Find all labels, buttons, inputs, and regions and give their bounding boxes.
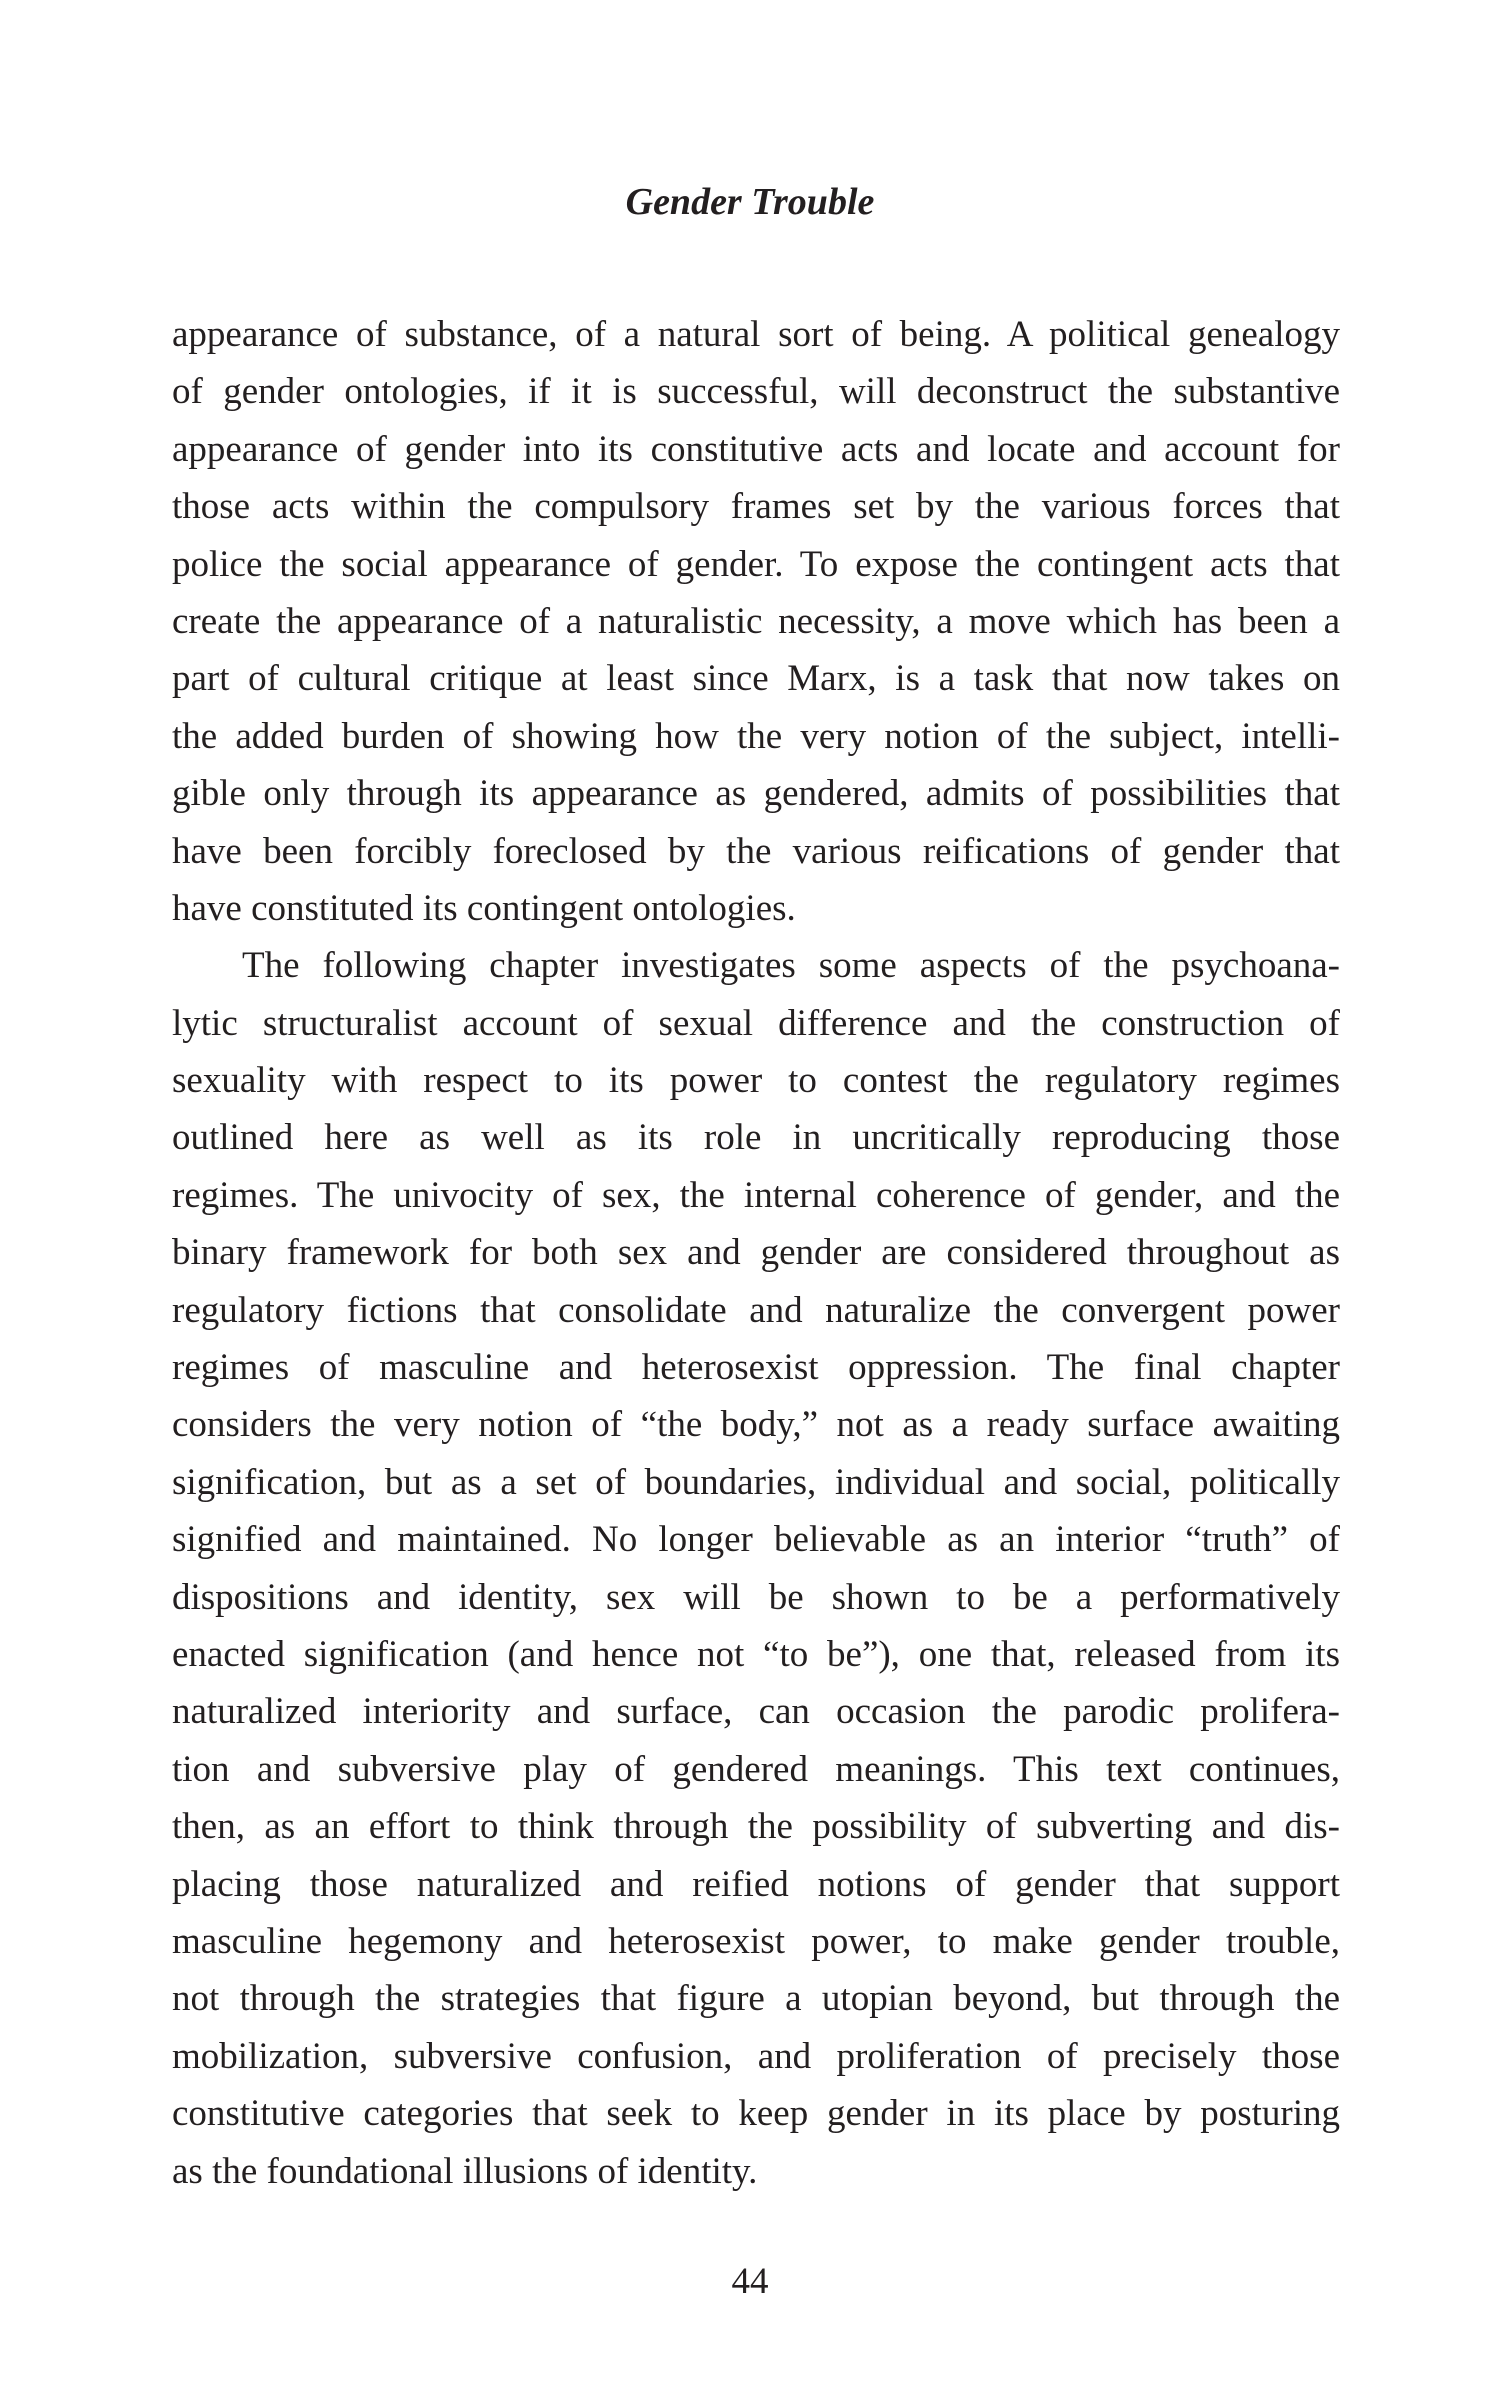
body-text-line: tion and subversive play of gendered meanings. This text continues, bbox=[172, 1748, 1340, 1790]
body-text-line: part of cultural critique at least since Marx, is a task that now takes on bbox=[172, 658, 1340, 700]
body-text-line: placing those naturalized and reified notions of gender that support bbox=[172, 1863, 1340, 1905]
body-text-line: naturalized interiority and surface, can occasion the parodic prolifera- bbox=[172, 1691, 1340, 1733]
body-text-line: lytic structuralist account of sexual difference and the construction of bbox=[172, 1002, 1340, 1044]
body-text-line: sexuality with respect to its power to contest the regulatory regimes bbox=[172, 1060, 1340, 1102]
body-text-line: police the social appearance of gender. To expose the contingent acts that bbox=[172, 543, 1340, 585]
body-text-line: signified and maintained. No longer believable as an interior “truth” of bbox=[172, 1519, 1340, 1561]
body-text-line: mobilization, subversive confusion, and proliferation of precisely those bbox=[172, 2035, 1340, 2077]
body-text-line: regulatory fictions that consolidate and naturalize the convergent power bbox=[172, 1289, 1340, 1331]
body-text-line: gible only through its appearance as gendered, admits of possibilities that bbox=[172, 773, 1340, 815]
body-text-line: signification, but as a set of boundaries, individual and social, politically bbox=[172, 1461, 1340, 1503]
body-text-line: the added burden of showing how the very notion of the subject, intelli- bbox=[172, 715, 1340, 757]
body-text-line: have constituted its contingent ontologies. bbox=[172, 887, 796, 929]
body-text-line: have been forcibly foreclosed by the various reifications of gender that bbox=[172, 830, 1340, 872]
body-text-line: considers the very notion of “the body,” not as a ready surface awaiting bbox=[172, 1404, 1340, 1446]
body-text-line: as the foundational illusions of identity. bbox=[172, 2150, 758, 2192]
page-body bbox=[172, 306, 1340, 2200]
paragraph bbox=[172, 306, 1340, 937]
paragraph bbox=[172, 937, 1340, 2200]
body-text-line: outlined here as well as its role in uncritically reproducing those bbox=[172, 1117, 1340, 1159]
body-text-line: those acts within the compulsory frames set by the various forces that bbox=[172, 486, 1340, 528]
body-text-line: regimes of masculine and heterosexist oppression. The final chapter bbox=[172, 1347, 1340, 1389]
body-text-line: binary framework for both sex and gender are considered throughout as bbox=[172, 1232, 1340, 1274]
body-text-line: then, as an effort to think through the possibility of subverting and dis- bbox=[172, 1806, 1340, 1848]
running-head: Gender Trouble bbox=[625, 181, 875, 223]
page-number: 44 bbox=[731, 2261, 769, 2302]
body-text-line: enacted signification (and hence not “to be”), one that, released from its bbox=[172, 1633, 1340, 1675]
body-text-line: appearance of substance, of a natural sort of being. A political genealogy bbox=[172, 314, 1340, 355]
body-text-line: masculine hegemony and heterosexist power, to make gender trouble, bbox=[172, 1920, 1340, 1962]
body-text-line: The following chapter investigates some aspects of the psychoana- bbox=[242, 945, 1340, 987]
body-text-line: not through the strategies that figure a utopian beyond, but through the bbox=[172, 1978, 1340, 2020]
body-text-line: dispositions and identity, sex will be shown to be a performatively bbox=[172, 1576, 1340, 1618]
body-text-line: create the appearance of a naturalistic necessity, a move which has been a bbox=[172, 600, 1340, 642]
body-text-line: regimes. The univocity of sex, the internal coherence of gender, and the bbox=[172, 1174, 1340, 1216]
body-text-line: appearance of gender into its constitutive acts and locate and account for bbox=[172, 428, 1340, 470]
body-text-line: constitutive categories that seek to keep gender in its place by posturing bbox=[172, 2093, 1340, 2135]
body-text-line: of gender ontologies, if it is successful, will deconstruct the substantive bbox=[172, 371, 1340, 413]
